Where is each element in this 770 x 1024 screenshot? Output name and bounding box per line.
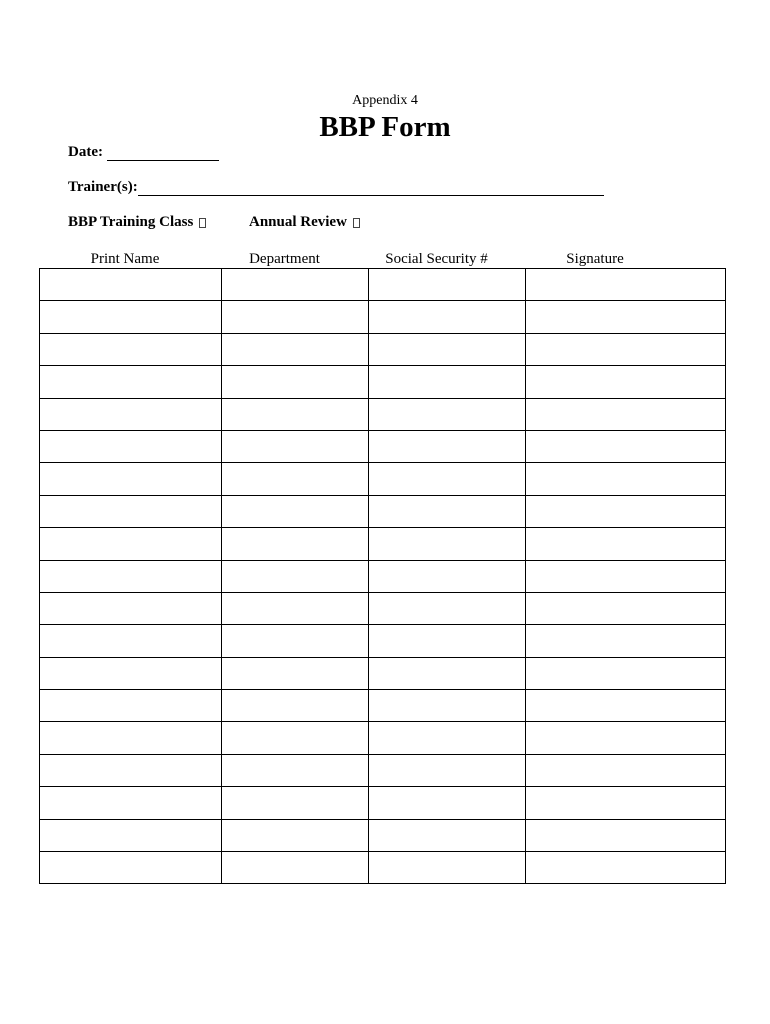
table-row <box>40 787 726 819</box>
signature-cell[interactable] <box>526 398 726 430</box>
appendix-label: Appendix 4 <box>352 93 418 108</box>
signature-cell[interactable] <box>526 495 726 527</box>
print-name-cell[interactable] <box>40 819 222 851</box>
table-row <box>40 852 726 884</box>
social-security-cell[interactable] <box>369 398 526 430</box>
social-security-cell[interactable] <box>369 592 526 624</box>
table-row <box>40 592 726 624</box>
department-cell[interactable] <box>222 690 369 722</box>
sign-in-table <box>39 268 726 884</box>
signature-cell[interactable] <box>526 592 726 624</box>
department-cell[interactable] <box>222 625 369 657</box>
bbp-training-class-label: BBP Training Class <box>68 214 194 230</box>
print-name-cell[interactable] <box>40 366 222 398</box>
trainer-field <box>68 179 604 196</box>
table-row <box>40 333 726 365</box>
table-row <box>40 463 726 495</box>
department-cell[interactable] <box>222 333 369 365</box>
social-security-cell[interactable] <box>369 657 526 689</box>
print-name-cell[interactable] <box>40 463 222 495</box>
department-cell[interactable] <box>222 495 369 527</box>
table-row <box>40 495 726 527</box>
column-header-signature: Signature <box>566 251 624 267</box>
signature-cell[interactable] <box>526 852 726 884</box>
table-row <box>40 366 726 398</box>
signature-cell[interactable] <box>526 366 726 398</box>
social-security-cell[interactable] <box>369 690 526 722</box>
signature-cell[interactable] <box>526 301 726 333</box>
bbp-training-class-option[interactable] <box>68 214 206 231</box>
department-cell[interactable] <box>222 787 369 819</box>
print-name-cell[interactable] <box>40 430 222 462</box>
signature-cell[interactable] <box>526 754 726 786</box>
date-blank-line[interactable] <box>107 146 219 161</box>
social-security-cell[interactable] <box>369 269 526 301</box>
table-row <box>40 657 726 689</box>
signature-cell[interactable] <box>526 430 726 462</box>
annual-review-checkbox[interactable] <box>353 218 360 228</box>
trainer-label: Trainer(s): <box>68 179 138 195</box>
signature-cell[interactable] <box>526 722 726 754</box>
table-row <box>40 560 726 592</box>
print-name-cell[interactable] <box>40 657 222 689</box>
column-header-print-name: Print Name <box>90 251 160 267</box>
department-cell[interactable] <box>222 430 369 462</box>
social-security-cell[interactable] <box>369 301 526 333</box>
social-security-cell[interactable] <box>369 722 526 754</box>
signature-cell[interactable] <box>526 787 726 819</box>
trainer-blank-line[interactable] <box>138 181 604 196</box>
social-security-cell[interactable] <box>369 430 526 462</box>
social-security-cell[interactable] <box>369 366 526 398</box>
table-row <box>40 398 726 430</box>
department-cell[interactable] <box>222 852 369 884</box>
table-row <box>40 819 726 851</box>
department-cell[interactable] <box>222 754 369 786</box>
signature-cell[interactable] <box>526 560 726 592</box>
social-security-cell[interactable] <box>369 625 526 657</box>
print-name-cell[interactable] <box>40 398 222 430</box>
annual-review-option[interactable] <box>249 214 360 231</box>
department-cell[interactable] <box>222 592 369 624</box>
print-name-cell[interactable] <box>40 301 222 333</box>
table-row <box>40 625 726 657</box>
social-security-cell[interactable] <box>369 495 526 527</box>
social-security-cell[interactable] <box>369 333 526 365</box>
table-row <box>40 269 726 301</box>
social-security-cell[interactable] <box>369 852 526 884</box>
table-row <box>40 690 726 722</box>
print-name-cell[interactable] <box>40 269 222 301</box>
date-field <box>68 144 219 161</box>
bbp-training-class-checkbox[interactable] <box>199 218 206 228</box>
print-name-cell[interactable] <box>40 690 222 722</box>
print-name-cell[interactable] <box>40 722 222 754</box>
department-cell[interactable] <box>222 819 369 851</box>
table-row <box>40 301 726 333</box>
print-name-cell[interactable] <box>40 495 222 527</box>
print-name-cell[interactable] <box>40 787 222 819</box>
date-label: Date: <box>68 144 103 160</box>
signature-cell[interactable] <box>526 463 726 495</box>
print-name-cell[interactable] <box>40 592 222 624</box>
social-security-cell[interactable] <box>369 528 526 560</box>
annual-review-label: Annual Review <box>249 214 347 230</box>
department-cell[interactable] <box>222 366 369 398</box>
social-security-cell[interactable] <box>369 463 526 495</box>
table-row <box>40 754 726 786</box>
social-security-cell[interactable] <box>369 754 526 786</box>
social-security-cell[interactable] <box>369 560 526 592</box>
signature-cell[interactable] <box>526 625 726 657</box>
table-row <box>40 528 726 560</box>
print-name-cell[interactable] <box>40 754 222 786</box>
form-title: BBP Form <box>319 111 451 143</box>
table-row <box>40 430 726 462</box>
department-cell[interactable] <box>222 269 369 301</box>
print-name-cell[interactable] <box>40 852 222 884</box>
department-cell[interactable] <box>222 301 369 333</box>
signature-cell[interactable] <box>526 528 726 560</box>
department-cell[interactable] <box>222 657 369 689</box>
signature-cell[interactable] <box>526 333 726 365</box>
print-name-cell[interactable] <box>40 560 222 592</box>
signature-cell[interactable] <box>526 657 726 689</box>
signature-cell[interactable] <box>526 690 726 722</box>
department-cell[interactable] <box>222 528 369 560</box>
table-row <box>40 722 726 754</box>
print-name-cell[interactable] <box>40 625 222 657</box>
department-cell[interactable] <box>222 398 369 430</box>
department-cell[interactable] <box>222 560 369 592</box>
print-name-cell[interactable] <box>40 528 222 560</box>
column-header-social-security: Social Security # <box>385 251 488 267</box>
print-name-cell[interactable] <box>40 333 222 365</box>
signature-cell[interactable] <box>526 819 726 851</box>
social-security-cell[interactable] <box>369 787 526 819</box>
column-header-department: Department <box>249 251 320 267</box>
department-cell[interactable] <box>222 463 369 495</box>
social-security-cell[interactable] <box>369 819 526 851</box>
signature-cell[interactable] <box>526 269 726 301</box>
department-cell[interactable] <box>222 722 369 754</box>
